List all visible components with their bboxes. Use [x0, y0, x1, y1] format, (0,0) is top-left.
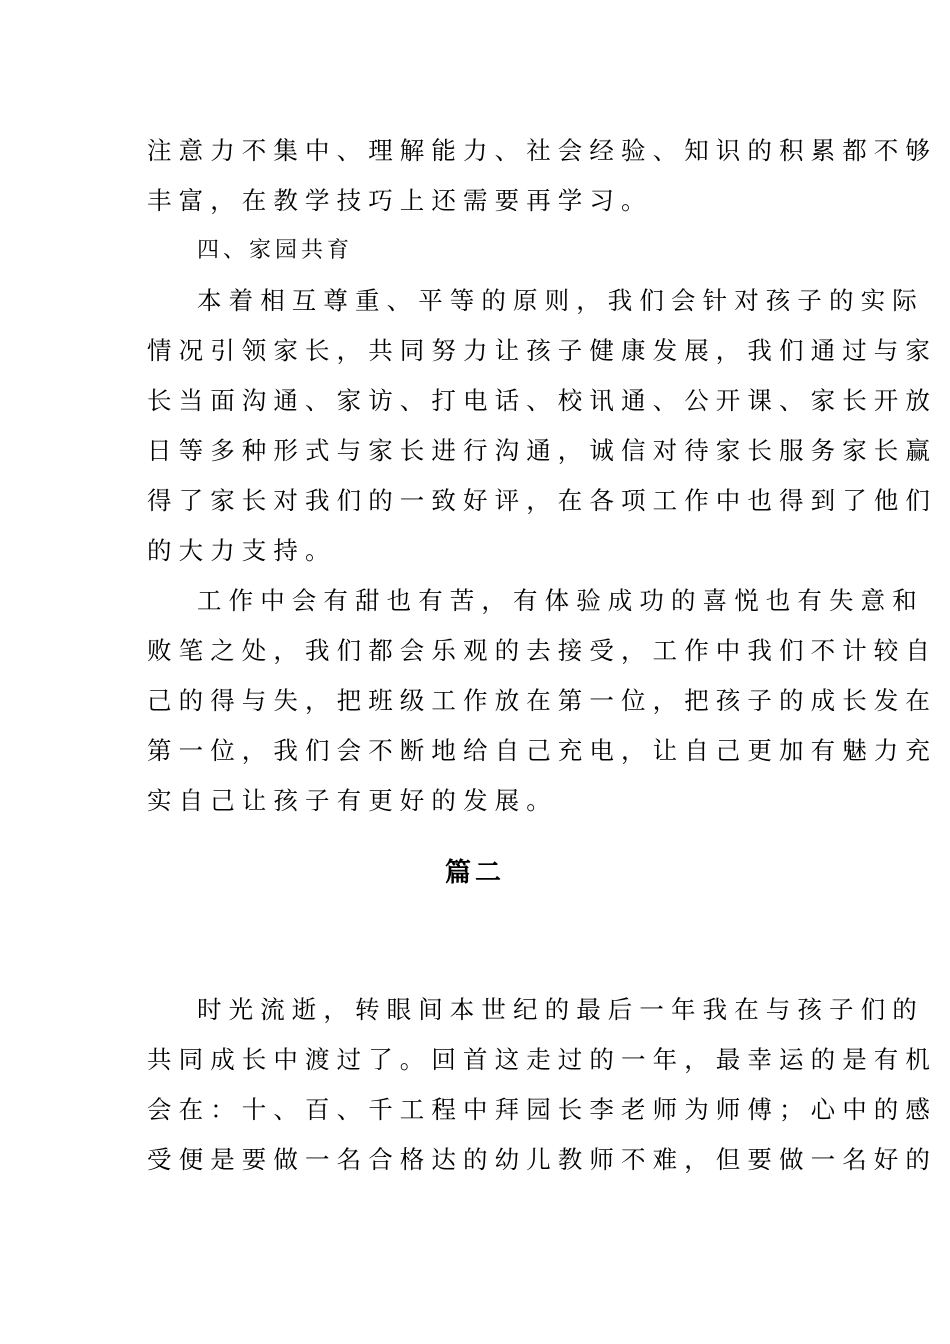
paragraph-opening — [147, 985, 937, 1185]
text-line: 己的得与失，把班级工作放在第一位，把孩子的成长发在 — [147, 686, 937, 715]
paragraph-continued — [147, 126, 937, 226]
text-line: 实自己让孩子有更好的发展。 — [147, 786, 558, 815]
text-line: 时光流逝，转眼间本世纪的最后一年我在与孩子们的 — [197, 995, 924, 1024]
text-line: 受便是要做一名合格达的幼儿教师不难，但要做一名好的 — [147, 1145, 937, 1174]
text-line: 第一位，我们会不断地给自己充电，让自己更加有魅力充 — [147, 736, 937, 765]
section-two — [147, 985, 937, 1185]
text-line: 工作中会有甜也有苦，有体验成功的喜悦也有失意和 — [197, 586, 924, 615]
text-line: 会在：十、百、千工程中拜园长李老师为师傅；心中的感 — [147, 1095, 937, 1124]
text-line: 长当面沟通、家访、打电话、校讯通、公开课、家长开放 — [147, 386, 937, 415]
text-line: 共同成长中渡过了。回首这走过的一年，最幸运的是有机 — [147, 1045, 937, 1074]
paragraph-work-reflection — [147, 576, 937, 826]
text-line: 得了家长对我们的一致好评，在各项工作中也得到了他们 — [147, 486, 937, 515]
text-line: 注意力不集中、理解能力、社会经验、知识的积累都不够 — [147, 136, 937, 165]
text-line: 败笔之处，我们都会乐观的去接受，工作中我们不计较自 — [147, 636, 937, 665]
text-line: 的大力支持。 — [147, 536, 337, 565]
text-line: 本着相互尊重、平等的原则，我们会针对孩子的实际 — [197, 286, 924, 315]
text-line: 丰富，在教学技巧上还需要再学习。 — [147, 186, 653, 215]
section-heading: 四、家园共育 — [197, 238, 354, 263]
section-title: 篇二 — [444, 858, 505, 888]
section-one — [147, 126, 937, 826]
text-line: 情况引领家长，共同努力让孩子健康发展，我们通过与家 — [147, 336, 937, 365]
section-heading-paragraph — [147, 226, 803, 276]
paragraph-home-school — [147, 276, 937, 576]
text-line: 日等多种形式与家长进行沟通，诚信对待家长服务家长赢 — [147, 436, 937, 465]
